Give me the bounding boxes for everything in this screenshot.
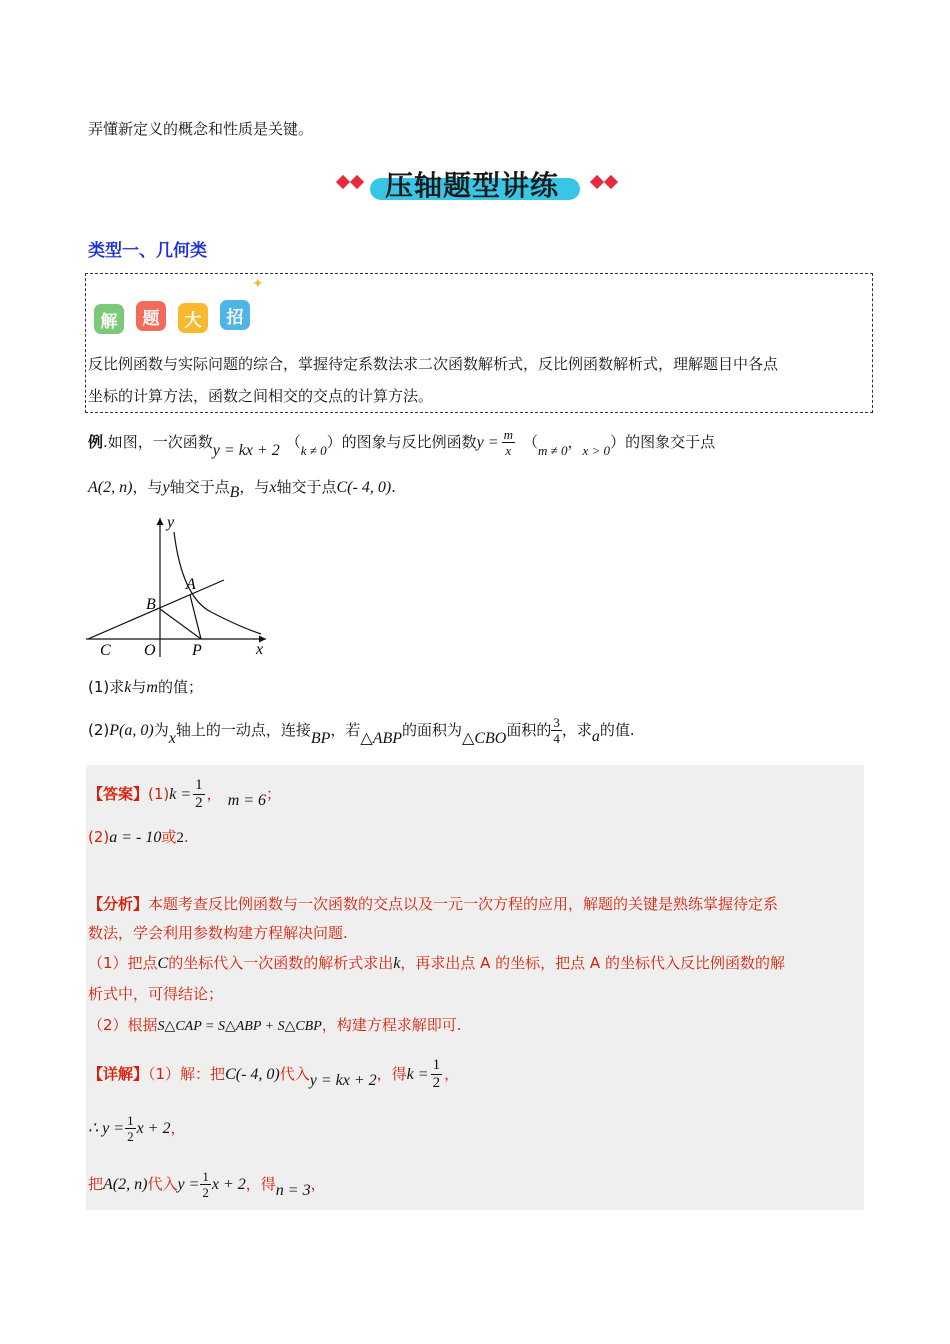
equation-lhs: y = — [476, 434, 499, 451]
tip-text — [88, 348, 868, 412]
condition: m ≠ 0 — [537, 443, 568, 458]
section-banner — [330, 160, 620, 208]
detail-line-2: ∴ y = $\frac{1}{2}$ x + 2， — [88, 1113, 186, 1144]
fraction: $\frac{1}{2}$ — [202, 1169, 209, 1200]
question-1: (1)求k与m的值； — [88, 678, 203, 696]
label-O: O — [144, 642, 156, 659]
tip-badge: 解 — [94, 304, 124, 334]
label-A: A — [186, 576, 196, 593]
analysis-step-1: （1）把点C的坐标代入一次函数的解析式求出k，再求出点 A 的坐标，把点 A 的坐标代入反比例函数的解 析式中，可得结论； — [88, 954, 785, 1003]
diamond-icon — [604, 175, 618, 189]
fraction: $\frac{1}{2}$ — [432, 1057, 441, 1091]
question-2: (2)P(a, 0)为x轴上的一动点，连接BP，若△ABP的面积为△CBO面积的 $\frac{3}{4}$ ，求a的值. — [88, 715, 635, 747]
label-B: B — [146, 596, 156, 613]
diamond-icon — [350, 175, 364, 189]
text: .如图，一次函数 — [103, 433, 213, 451]
analysis-paragraph: 【分析】本题考查反比例函数与一次函数的交点以及一元一次方程的应用，解题的关键是熟练掌握待定系 数法，学会利用参数构建方程解决问题. — [88, 895, 779, 942]
answer-line-2: (2)a = - 10或2. — [88, 828, 189, 846]
sparkle-icon: ✦ — [252, 276, 264, 292]
function-graph — [86, 512, 276, 662]
text: 的图象与反比例函数 — [341, 433, 477, 451]
point-C: C(- 4, 0) — [336, 479, 392, 496]
equation: y = kx + 2 — [212, 442, 280, 459]
diamond-icon — [336, 175, 350, 189]
tip-badge-group — [92, 276, 272, 338]
fraction: $\frac{1}{2}$ — [127, 1113, 134, 1144]
answer-label: 【答案】 — [88, 785, 149, 803]
intro-line: 弄懂新定义的概念和性质是关键。 — [88, 120, 314, 138]
example-line-1: 例.如图，一次函数y = kx + 2 （k ≠ 0）的图象与反比例函数y = $\frac{m}{x}$ （m ≠ 0，x > 0）的图象交于点 — [88, 427, 716, 459]
detail-label: 【详解】 — [88, 1065, 149, 1083]
condition: x > 0 — [582, 443, 611, 458]
section-type-title: 类型一、几何类 — [88, 241, 207, 261]
linear-function-line — [88, 580, 224, 639]
example-label: 例 — [88, 433, 104, 451]
banner-title: 压轴题型讲练 — [385, 169, 560, 202]
fraction: $\frac{3}{4}$ — [553, 715, 560, 746]
tip-badge: 大 — [178, 303, 208, 333]
label-y: y — [167, 514, 175, 531]
diamond-icon — [590, 175, 604, 189]
tip-line: 坐标的计算方法，函数之间相交的交点的计算方法。 — [88, 387, 434, 405]
label-x: x — [256, 641, 264, 658]
answer-line-1: 【答案】(1)k = $\frac{1}{2}$ ， m = 6； — [88, 777, 282, 811]
detail-line-3: 把A(2, n)代入y = $\frac{1}{2}$ x + 2，得n = 3， — [88, 1169, 326, 1200]
tip-badge: 招 — [220, 300, 250, 330]
analysis-label: 【分析】 — [88, 895, 149, 913]
analysis-step-2: （2）根据S△CAP = S△ABP + S△CBP，构建方程求解即可. — [88, 1016, 462, 1034]
condition: k ≠ 0 — [300, 443, 327, 458]
text: 的图象交于点 — [625, 433, 716, 451]
detail-line-1: 【详解】（1）解：把C(- 4, 0)代入y = kx + 2，得k = $\frac{1}{2}$ ， — [88, 1057, 460, 1091]
tip-badge: 题 — [136, 301, 166, 331]
label-P: P — [192, 642, 202, 659]
fraction: $\frac{1}{2}$ — [195, 777, 203, 811]
point-A: A(2, n) — [88, 479, 133, 496]
fraction: $\frac{m}{x}$ — [503, 427, 513, 458]
tip-line: 反比例函数与实际问题的综合，掌握待定系数法求二次函数解析式，反比例函数解析式，理解题目中各点 — [88, 355, 779, 373]
example-line-2: A(2, n)，与y轴交于点B，与x轴交于点C(- 4, 0). — [88, 478, 396, 501]
label-C: C — [100, 642, 111, 659]
